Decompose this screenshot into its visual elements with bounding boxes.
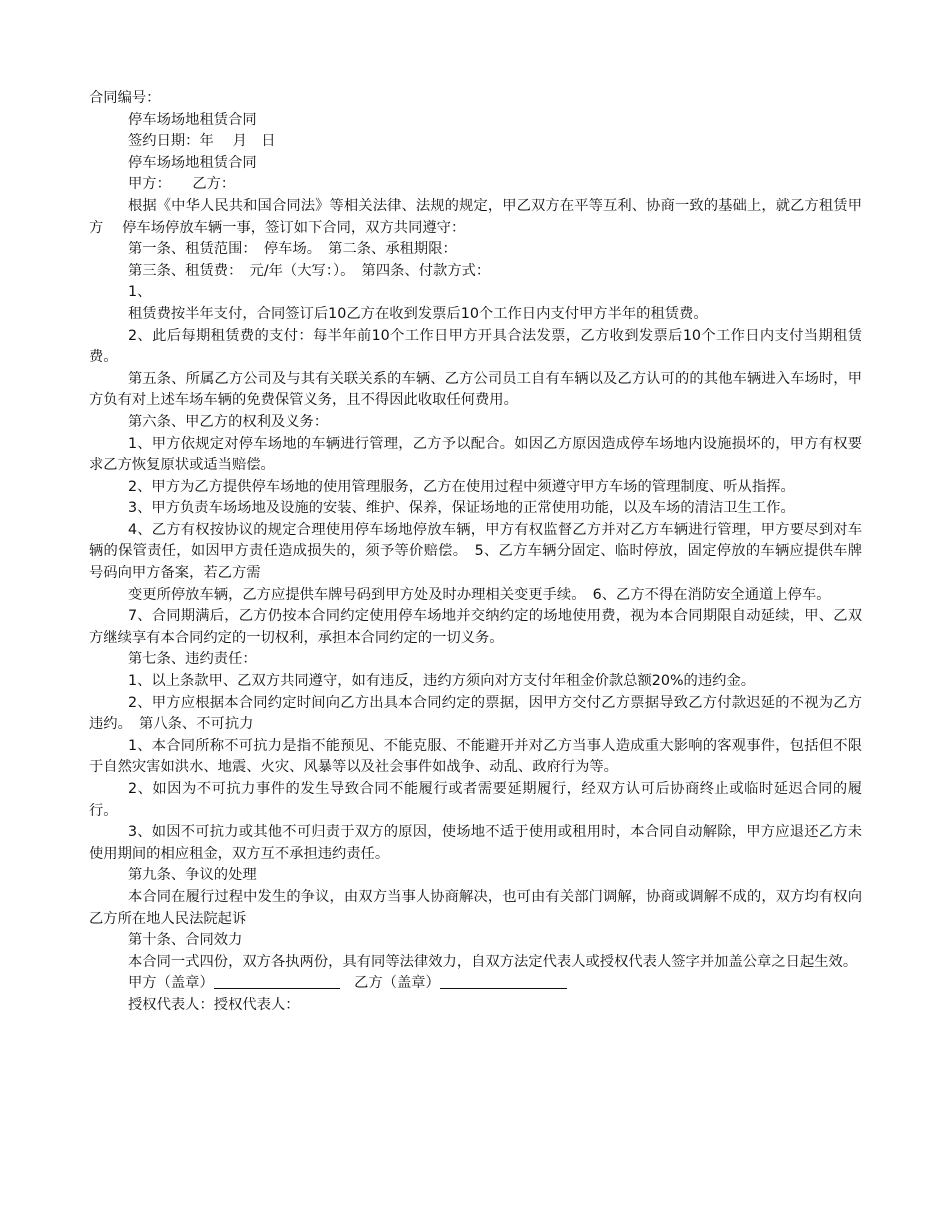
- contract-title: 停车场场地租赁合同: [128, 111, 257, 128]
- signature-line: [89, 973, 862, 995]
- article-9-body: 本合同在履行过程中发生的争议，由双方当事人协商解决，也可由有关部门调解，协商或调解不成的，双方均有权向乙方所在地人民法院起诉: [89, 888, 862, 927]
- article-9-heading: 第九条、争议的处理: [128, 867, 257, 884]
- contract-title-repeat: 停车场场地租赁合同: [128, 154, 257, 171]
- article-8-item-3: 3、如因不可抗力或其他不可归责于双方的原因，使场地不适于使用或租用时，本合同自动解除，甲方应退还乙方未使用期间的相应租金，双方互不承担违约责任。: [89, 824, 862, 862]
- article-6-item-1: 1、甲方依规定对停车场地的车辆进行管理，乙方予以配合。如因乙方原因造成停车场地内设施损坏的，甲方有权要求乙方恢复原状或适当赔偿。: [89, 435, 862, 474]
- article-6-heading: 第六条、甲乙方的权利及义务：: [128, 413, 329, 430]
- party-a-seal-blank[interactable]: [214, 974, 340, 989]
- article-10-body: 本合同一式四份，双方各执两份，具有同等法律效力，自双方法定代表人或授权代表人签字并加盖公章之日起生效。: [128, 953, 858, 970]
- article-10-heading: 第十条、合同效力: [128, 932, 243, 949]
- article-8-item-2: 2、如因为不可抗力事件的发生导致合同不能履行或者需要延期履行，经双方认可后协商终止或临时延迟合同的履行。: [89, 781, 862, 819]
- article-6-item-5-6: 变更所停放车辆，乙方应提供车牌号码到甲方处及时办理相关变更手续。 6、乙方不得在消防安全通道上停车。: [128, 586, 831, 603]
- payment-item-2: 2、此后每期租赁费的支付：每半年前10个工作日甲方开具合法发票，乙方收到发票后10个工作日内支付当期租赁费。: [89, 327, 862, 366]
- article-8-item-1: 1、本合同所称不可抗力是指不能预见、不能克服、不能避开并对乙方当事人造成重大影响的客观事件，包括但不限于自然灾害如洪水、地震、火灾、风暴等以及社会事件如战争、动乱、政府行为等。: [89, 737, 862, 776]
- payment-item-1: 租赁费按半年支付，合同签订后10乙方在收到发票后10个工作日内支付甲方半年的租赁费。: [128, 305, 708, 322]
- party-b-seal-label: 乙方（盖章）: [339, 975, 440, 992]
- article-5: 第五条、所属乙方公司及与其有关联关系的车辆、乙方公司员工自有车辆以及乙方认可的的其他车辆进入车场时，甲方负有对上述车场车辆的免费保管义务，且不得因此收取任何费用。: [89, 370, 862, 409]
- contract-number-label: 合同编号：: [89, 90, 161, 106]
- article-7-item-1: 1、以上条款甲、乙双方共同遵守，如有违反，违约方须向对方支付年租金价款总额20%的违约金。: [128, 673, 756, 690]
- article-6-item-2: 2、甲方为乙方提供停车场地的使用管理服务，乙方在使用过程中须遵守甲方车场的管理制度、听从指挥。: [128, 478, 795, 495]
- sign-date: 签约日期：年 月 日: [128, 133, 276, 150]
- article-3-4: 第三条、租赁费： 元/年（大写：）。 第四条、付款方式：: [128, 262, 491, 279]
- article-6-item-3: 3、甲方负责车场场地及设施的安装、维护、保养，保证场地的正常使用功能，以及车场的清洁卫生工作。: [128, 500, 795, 517]
- parties-line: 甲方： 乙方：: [128, 176, 236, 193]
- article-6-item-4: 4、乙方有权按协议的规定合理使用停车场地停放车辆，甲方有权监督乙方并对乙方车辆进行管理，甲方要尽到对车辆的保管责任，如因甲方责任造成损失的，须予等价赔偿。 5、乙方车辆分固定、临时停放，固定停放的车辆应提供车牌号码向甲方备案，若乙方需: [89, 521, 862, 582]
- article-7-item-2: 2、甲方应根据本合同约定时间向乙方出具本合同约定的票据，因甲方交付乙方票据导致乙方付款迟延的不视为乙方违约。 第八条、不可抗力: [89, 694, 862, 733]
- payment-item-1-number: 1、: [128, 284, 152, 301]
- representative-line: 授权代表人：授权代表人：: [128, 996, 300, 1013]
- party-b-seal-blank[interactable]: [440, 974, 567, 989]
- party-a-seal-label: 甲方（盖章）: [128, 975, 214, 992]
- article-7-heading: 第七条、违约责任：: [128, 651, 257, 668]
- article-6-item-7: 7、合同期满后，乙方仍按本合同约定使用停车场地并交纳约定的场地使用费，视为本合同期限自动延续，甲、乙双方继续享有本合同约定的一切权利，承担本合同约定的一切义务。: [89, 608, 862, 646]
- article-1-2: 第一条、租赁范围： 停车场。 第二条、承租期限：: [128, 241, 457, 258]
- preamble: 根据《中华人民共和国合同法》等相关法律、法规的规定，甲乙双方在平等互利、协商一致的基础上，就乙方租赁甲方 停车场停放车辆一事，签订如下合同，双方共同遵守：: [89, 197, 862, 236]
